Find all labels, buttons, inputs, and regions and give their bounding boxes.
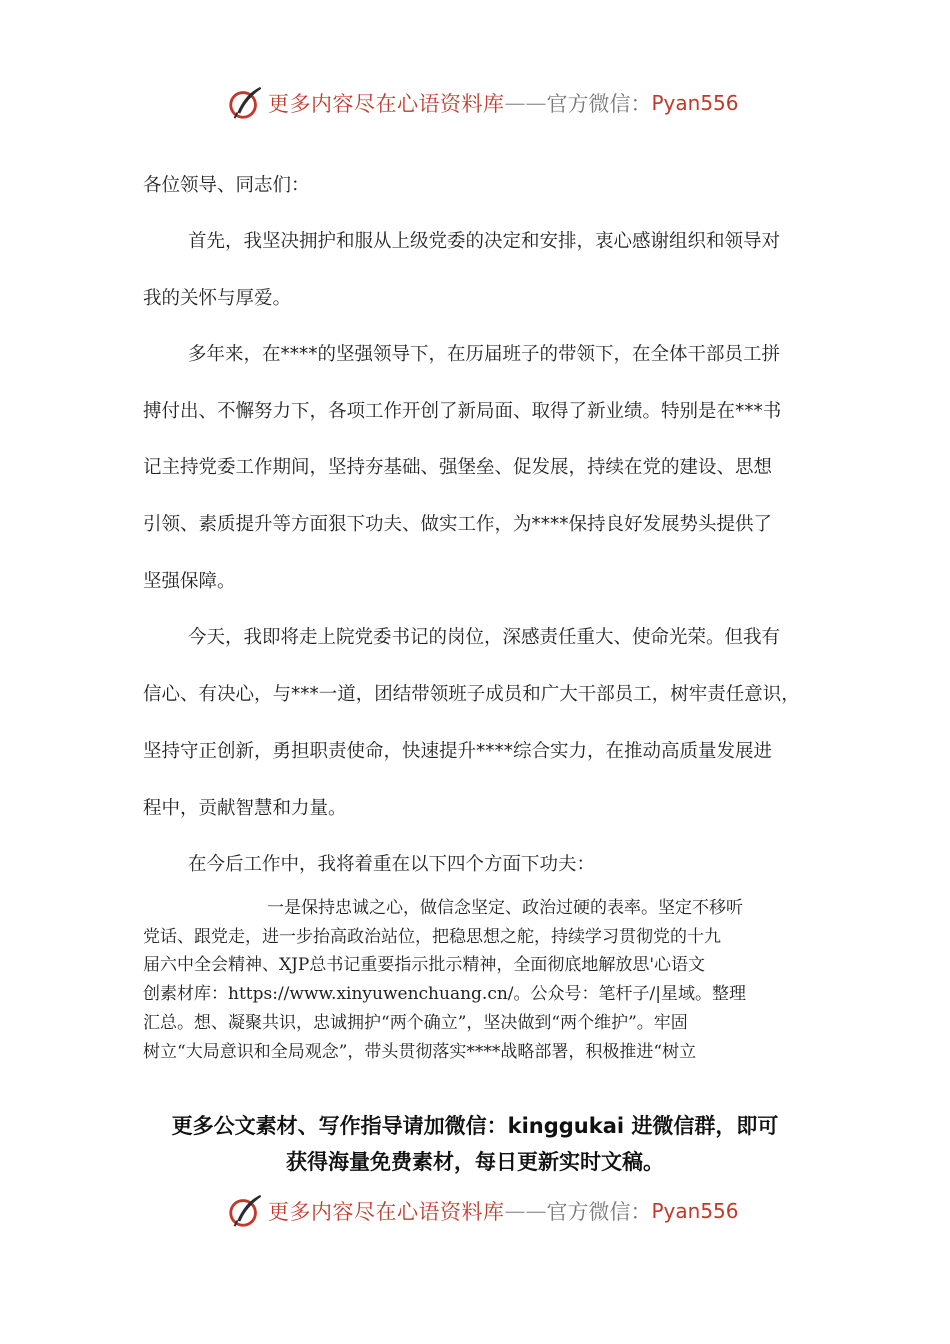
paragraph-line: 首先，我坚决拥护和服从上级党委的决定和安排，衷心感谢组织和领导对: [188, 231, 781, 252]
paragraph-line: 多年来，在****的坚强领导下，在历届班子的带领下，在全体干部员工拼: [188, 344, 781, 365]
banner-wechat-label: 官方微信：: [546, 1200, 652, 1224]
serif-line: 届六中全会精神、XJP总书记重要指示批示精神，全面彻底地解放思'心语文: [143, 955, 706, 976]
paragraph-line: 坚持守正创新，勇担职责使命，快速提升****综合实力，在推动高质量发展进: [143, 741, 773, 762]
banner-wechat-id: Pyan556: [651, 91, 739, 115]
banner-separator: ——: [504, 1199, 547, 1223]
promo-line-2: 获得海量免费素材，每日更新实时文稿。: [286, 1150, 664, 1174]
header-banner: [226, 83, 739, 123]
paragraph-line: 今天，我即将走上院党委书记的岗位，深感责任重大、使命光荣。但我有: [188, 627, 781, 648]
paragraph-line: 在今后工作中，我将着重在以下四个方面下功夫：: [188, 854, 596, 875]
salutation: 各位领导、同志们：: [143, 175, 310, 196]
serif-line: 一是保持忠诚之心，做信念坚定、政治过硬的表率。坚定不移听: [267, 898, 743, 918]
serif-line: 汇总。想、凝聚共识，忠诚拥护“两个确立”，坚决做到“两个维护”。牢固: [143, 1012, 688, 1033]
serif-text-block: [143, 894, 813, 1066]
paragraph-line: 坚强保障。: [143, 571, 236, 592]
paragraph-line: 程中，贡献智慧和力量。: [143, 798, 347, 819]
paragraph-line: 引领、素质提升等方面狠下功夫、做实工作，为****保持良好发展势头提供了: [143, 514, 773, 535]
footer-banner: [226, 1191, 739, 1231]
quill-logo-icon: [226, 1192, 264, 1230]
banner-wechat-id: Pyan556: [651, 1199, 739, 1223]
promo-line-1: 更多公文素材、写作指导请加微信：kinggukai 进微信群，即可: [171, 1114, 779, 1138]
banner-separator: ——: [504, 91, 547, 115]
serif-line: 树立“大局意识和全局观念”，带头贯彻落实****战略部署，积极推进“树立: [143, 1041, 697, 1062]
banner-wechat-label: 官方微信：: [546, 92, 652, 116]
serif-line: 党话、跟党走，进一步抬高政治站位，把稳思想之舵，持续学习贯彻党的十九: [143, 926, 721, 947]
quill-logo-icon: [226, 84, 264, 122]
banner-brand: 更多内容尽在心语资料库: [268, 92, 505, 116]
serif-line: 创素材库：https://www.xinyuwenchuang.cn/。公众号：笔杆子/|星域。整理: [143, 984, 746, 1005]
paragraph-line: 我的关怀与厚爱。: [143, 288, 292, 309]
paragraph-line: 搏付出、不懈努力下，各项工作开创了新局面、取得了新业绩。特别是在***书: [143, 401, 782, 422]
banner-brand: 更多内容尽在心语资料库: [268, 1200, 505, 1224]
paragraph-line: 记主持党委工作期间，坚持夯基础、强堡垒、促发展，持续在党的建设、思想: [143, 457, 773, 478]
paragraph-line: 信心、有决心，与***一道，团结带领班子成员和广大干部员工，树牢责任意识，: [143, 684, 800, 705]
